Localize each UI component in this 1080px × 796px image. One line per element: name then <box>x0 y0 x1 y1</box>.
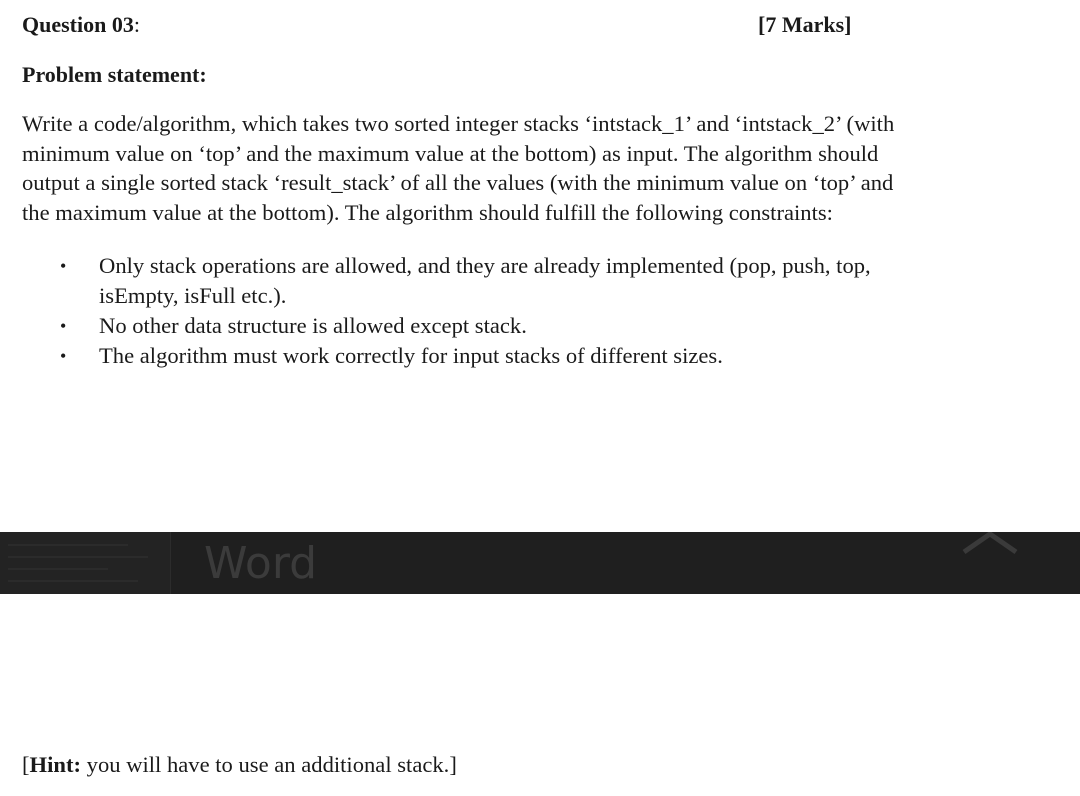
thumbnail-line <box>8 580 138 582</box>
problem-statement-heading: Problem statement: <box>22 62 207 87</box>
constraints-list <box>0 251 871 371</box>
document-thumbnail[interactable] <box>0 532 171 594</box>
chevron-stroke <box>964 534 1016 552</box>
hint-text <box>22 751 457 779</box>
thumbnail-line <box>8 568 108 570</box>
hint-body: you will have to use an additional stack.] <box>81 752 457 777</box>
thumbnail-line <box>8 556 148 558</box>
hint-label: Hint: <box>29 752 81 777</box>
constraint-text: No other data structure is allowed except stack. <box>99 313 527 338</box>
problem-statement-paragraph <box>22 109 894 227</box>
thumbnail-line <box>8 544 128 546</box>
constraint-text-continued: isEmpty, isFull etc.). <box>99 283 287 308</box>
word-app-overlay-bar[interactable] <box>0 532 1080 594</box>
constraint-item <box>0 251 871 311</box>
question-colon: : <box>133 12 140 37</box>
statement-line: output a single sorted stack ‘result_stack’ of all the values (with the minimum value on ‘top’ and <box>22 170 894 195</box>
question-title <box>22 11 140 39</box>
question-number: Question 03 <box>22 12 134 37</box>
constraint-text: The algorithm must work correctly for input stacks of different sizes. <box>99 343 723 368</box>
statement-line: Write a code/algorithm, which takes two sorted integer stacks ‘intstack_1’ and ‘intstack_2’ (with <box>22 111 895 136</box>
constraint-text: Only stack operations are allowed, and they are already implemented (pop, push, top, <box>99 253 871 278</box>
statement-line: the maximum value at the bottom). The algorithm should fulfill the following constraints: <box>22 199 833 225</box>
statement-line: minimum value on ‘top’ and the maximum value at the bottom) as input. The algorithm should <box>22 140 879 166</box>
word-app-name: Word <box>204 538 318 589</box>
constraint-item <box>0 341 871 371</box>
bullet-icon: • <box>60 346 67 366</box>
marks-label: [7 Marks] <box>758 12 852 37</box>
chevron-up-icon[interactable] <box>960 532 1020 556</box>
constraint-item <box>0 311 871 341</box>
hint-open-bracket: [ <box>22 752 30 777</box>
bullet-icon: • <box>60 316 67 336</box>
bullet-icon: • <box>60 256 67 276</box>
